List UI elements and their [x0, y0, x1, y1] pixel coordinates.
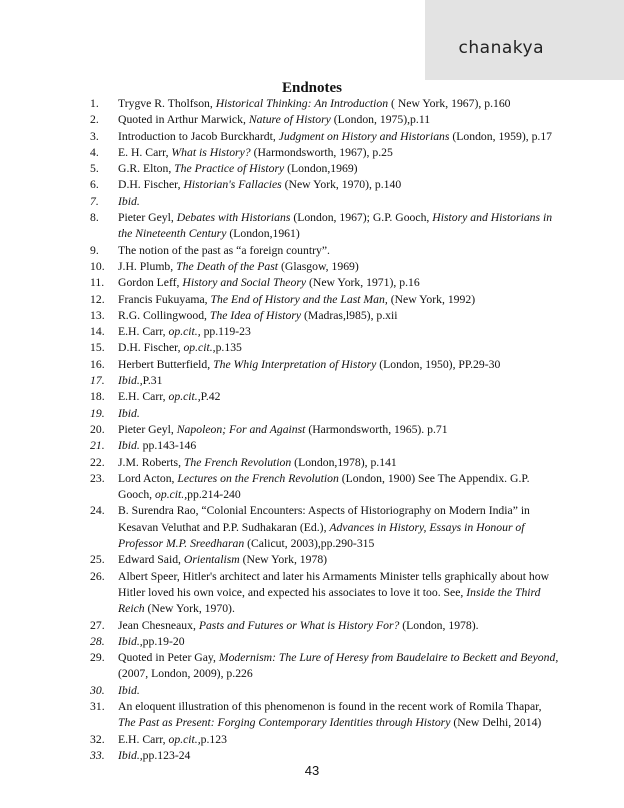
endnote-item: [90, 373, 560, 389]
endnote-number: 7.: [90, 194, 99, 208]
endnote-text: Edward Said,: [118, 553, 184, 567]
endnote-number: 11.: [90, 276, 105, 290]
endnote-number: 10.: [90, 259, 105, 273]
endnote-title-italic: Historical Thinking: An Introduction: [215, 97, 389, 110]
endnote-number: 27.: [90, 618, 105, 632]
endnote-item: [90, 96, 560, 112]
endnote-text: (London,1961): [226, 227, 300, 241]
endnote-title-italic: Lectures on the French Revolution: [177, 471, 339, 485]
endnote-number: 9.: [90, 243, 99, 257]
endnote-text: (New York, 1978): [239, 553, 328, 567]
endnotes-list: [90, 96, 560, 764]
endnote-text: (New York, 1970), p.140: [281, 178, 402, 192]
endnote-title-italic: Ibid.,: [118, 748, 143, 762]
endnote-title-italic: Ibid.: [118, 406, 140, 420]
endnote-text: Jean Chesneaux,: [118, 618, 199, 632]
endnote-text: Pieter Geyl,: [118, 211, 177, 225]
endnote-item: [90, 634, 560, 650]
endnote-text: An eloquent illustration of this phenomenon is found in the recent work of Romila Thapar,: [118, 699, 542, 713]
endnote-number: 5.: [90, 162, 99, 176]
endnote-text: pp.123-24: [142, 748, 191, 762]
endnote-text: (Glasgow, 1969): [278, 259, 359, 273]
endnote-text: J.M. Roberts,: [118, 455, 184, 469]
endnote-number: 28.: [90, 634, 105, 648]
endnote-item: [90, 699, 560, 732]
endnote-text: Gordon Leff,: [118, 276, 183, 290]
endnote-item: [90, 357, 560, 373]
endnote-text: Albert Speer, Hitler's architect and later his Armaments Minister tells graphically about how Hitler loved his own voice, and expected his associates to love it too. See,: [118, 569, 550, 599]
endnote-title-italic: Ibid.: [118, 439, 140, 453]
endnote-number: 14.: [90, 325, 105, 339]
endnote-number: 24.: [90, 504, 105, 518]
endnote-item: [90, 340, 560, 356]
endnote-number: 15.: [90, 341, 105, 355]
endnote-item: [90, 748, 560, 764]
endnote-item: [90, 275, 560, 291]
endnote-title-italic: Nature of History: [248, 113, 331, 127]
endnote-text: (London,1969): [284, 162, 358, 176]
endnote-text: (London, 1978).: [399, 618, 479, 632]
endnote-text: The notion of the past as “a foreign country”.: [118, 243, 330, 257]
endnote-title-italic: Judgment on History and Historians: [278, 129, 450, 143]
endnote-text: Herbert Butterfield,: [118, 357, 214, 371]
endnote-item: [90, 406, 560, 422]
endnote-text: (New Delhi, 2014): [450, 716, 542, 730]
endnote-title-italic: Advances in History, Essays in Honour of Professor M.P. Sreedharan: [118, 520, 525, 551]
endnote-title-italic: Napoleon; For and Against: [176, 422, 306, 436]
endnote-item: [90, 455, 560, 471]
endnote-item: [90, 503, 560, 552]
endnote-number: 17.: [90, 374, 105, 388]
endnote-text: pp.214-240: [187, 488, 241, 502]
endnote-title-italic: Modernism: The Lure of Heresy from Baudelaire to Beckett and Beyond,: [218, 651, 559, 665]
endnote-title-italic: Ibid.: [118, 683, 140, 697]
endnote-title-italic: The Idea of History: [209, 308, 302, 322]
endnote-text: (Harmondsworth, 1967), p.25: [250, 145, 393, 159]
endnote-item: [90, 324, 560, 340]
endnote-title-italic: op.cit.,: [168, 325, 201, 339]
endnote-item: [90, 650, 560, 683]
endnote-text: Trygve R. Tholfson,: [118, 97, 216, 110]
endnote-text: (New York, 1970).: [144, 602, 235, 616]
endnote-title-italic: The Past as Present: Forging Contemporary Identities through History: [118, 716, 451, 730]
endnote-number: 16.: [90, 357, 105, 371]
endnote-text: Lord Acton,: [118, 471, 178, 485]
endnote-text: E.H. Carr,: [118, 325, 169, 339]
endnote-number: 18.: [90, 390, 105, 404]
endnote-title-italic: Pasts and Futures or What is History For?: [198, 618, 400, 632]
endnote-title-italic: Inside the Third Reich: [118, 585, 541, 616]
endnote-number: 20.: [90, 422, 105, 436]
endnote-text: (Calicut, 2003),pp.290-315: [244, 537, 375, 551]
endnote-item: [90, 569, 560, 618]
endnote-item: [90, 422, 560, 438]
endnote-number: 13.: [90, 308, 105, 322]
endnote-number: 2.: [90, 113, 99, 127]
endnote-item: [90, 210, 560, 243]
endnote-number: 25.: [90, 553, 105, 567]
endnote-title-italic: Ibid.: [118, 194, 140, 208]
endnote-title-italic: op.cit.,: [155, 488, 188, 502]
endnote-text: (2007, London, 2009), p.226: [118, 667, 253, 681]
endnote-text: (London, 1967); G.P. Gooch,: [290, 211, 433, 225]
endnote-number: 21.: [90, 439, 105, 453]
endnote-item: [90, 683, 560, 699]
endnote-title-italic: op.cit.,: [168, 732, 201, 746]
page-number: 43: [304, 763, 320, 778]
endnote-text: Quoted in Peter Gay,: [118, 651, 219, 665]
endnote-number: 22.: [90, 455, 105, 469]
endnote-text: D.H. Fischer,: [118, 178, 184, 192]
endnote-title-italic: The Practice of History: [174, 162, 285, 176]
endnote-number: 12.: [90, 292, 105, 306]
endnote-title-italic: The End of History and the Last Man,: [210, 292, 388, 306]
endnote-number: 30.: [90, 683, 105, 697]
endnote-item: [90, 618, 560, 634]
endnote-number: 4.: [90, 145, 99, 159]
header-brand-box: [425, 0, 624, 80]
endnote-text: (Madras,l985), p.xii: [301, 308, 398, 322]
endnote-text: Introduction to Jacob Burckhardt,: [118, 129, 279, 143]
endnote-item: [90, 259, 560, 275]
endnote-number: 19.: [90, 406, 105, 420]
endnote-text: G.R. Elton,: [118, 162, 175, 176]
endnote-text: pp.119-23: [200, 325, 251, 339]
endnote-title-italic: Historian's Fallacies: [183, 178, 282, 192]
endnote-text: (New York, 1992): [387, 292, 476, 306]
endnote-title-italic: The Death of the Past: [176, 259, 279, 273]
endnote-number: 33.: [90, 748, 105, 762]
endnote-text: (London, 1900) See The Appendix. G.P. Gooch,: [118, 471, 530, 502]
endnote-text: P.42: [200, 390, 221, 404]
endnote-number: 23.: [90, 471, 105, 485]
endnote-title-italic: The Whig Interpretation of History: [213, 357, 377, 371]
endnote-title-italic: op.cit.,: [168, 390, 201, 404]
page-title: Endnotes: [281, 80, 343, 96]
endnote-number: 32.: [90, 732, 105, 746]
endnote-title-italic: What is History?: [171, 145, 251, 159]
endnote-item: [90, 308, 560, 324]
endnote-item: [90, 177, 560, 193]
endnote-text: (London, 1975),p.11: [330, 113, 431, 127]
endnote-text: Francis Fukuyama,: [118, 292, 211, 306]
endnote-number: 29.: [90, 651, 105, 665]
endnote-item: [90, 161, 560, 177]
endnote-text: B. Surendra Rao, “Colonial Encounters: Aspects of Historiography on Modern India” in Kesavan Veluthat and P.P. Sudhakaran (Ed.),: [118, 504, 530, 534]
endnote-title-italic: Ibid.,: [118, 634, 143, 648]
endnote-item: [90, 112, 560, 128]
endnote-text: (New York, 1971), p.16: [306, 276, 420, 290]
brand-logo-text: chanakya: [458, 38, 544, 58]
endnote-title-italic: op.cit.,: [183, 341, 216, 355]
endnote-title-italic: Orientalism: [183, 553, 240, 567]
endnote-text: P.31: [142, 374, 163, 388]
endnote-text: (Harmondsworth, 1965). p.71: [305, 422, 448, 436]
endnote-text: p.123: [200, 732, 227, 746]
endnote-number: 1.: [90, 97, 99, 110]
endnote-number: 3.: [90, 129, 99, 143]
endnote-text: J.H. Plumb,: [118, 259, 177, 273]
endnote-text: E.H. Carr,: [118, 732, 169, 746]
endnote-item: [90, 243, 560, 259]
endnote-item: [90, 438, 560, 454]
endnote-title-italic: History and Historians in the Nineteenth Century: [118, 211, 553, 241]
endnote-number: 8.: [90, 211, 99, 225]
endnote-item: [90, 471, 560, 504]
endnote-item: [90, 194, 560, 210]
endnote-title-italic: History and Social Theory: [182, 276, 307, 290]
endnote-text: (London,1978), p.141: [291, 455, 397, 469]
endnote-item: [90, 732, 560, 748]
endnote-text: (London, 1959), p.17: [449, 129, 553, 143]
endnote-item: [90, 145, 560, 161]
endnote-item: [90, 552, 560, 568]
endnote-text: R.G. Collingwood,: [118, 308, 210, 322]
endnote-item: [90, 129, 560, 145]
endnote-item: [90, 389, 560, 405]
endnote-text: D.H. Fischer,: [118, 341, 184, 355]
endnote-title-italic: The French Revolution: [183, 455, 292, 469]
endnote-text: E. H. Carr,: [118, 145, 172, 159]
endnote-text: (London, 1950), PP.29-30: [376, 357, 501, 371]
endnote-text: pp.19-20: [142, 634, 185, 648]
endnote-text: ( New York, 1967), p.160: [388, 97, 511, 110]
endnote-text: p.135: [215, 341, 242, 355]
endnote-item: [90, 292, 560, 308]
endnote-number: 26.: [90, 569, 105, 583]
endnote-number: 31.: [90, 699, 105, 713]
endnote-title-italic: Ibid.,: [118, 374, 143, 388]
endnote-number: 6.: [90, 178, 99, 192]
endnote-text: pp.143-146: [139, 439, 197, 453]
endnote-title-italic: Debates with Historians: [176, 211, 291, 225]
endnote-text: E.H. Carr,: [118, 390, 169, 404]
endnote-text: Quoted in Arthur Marwick,: [118, 113, 249, 127]
endnote-text: Pieter Geyl,: [118, 422, 177, 436]
